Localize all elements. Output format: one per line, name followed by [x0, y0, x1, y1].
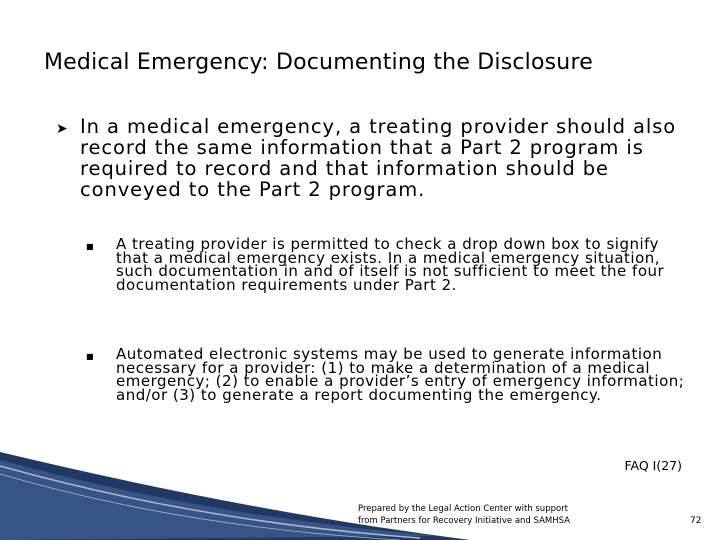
sub-bullet-text-1: A treating provider is permitted to check a drop down box to signify that a medical emergency exists. In a medical emergency situation, such documentation in and of itself is not sufficient to meet the four documentation requirements under Part 2. — [116, 235, 665, 294]
arrow-bullet-icon: ➤ — [56, 121, 68, 137]
sub-bullet-text-2: Automated electronic systems may be used to generate information necessary for a provider: (1) to make a determination of a medical emergency; (2) to enable a provider’s entry of emergency information; and/or (3) to generate a report documenting the emergency. — [116, 345, 685, 404]
footer-credit-line-1: Prepared by the Legal Action Center with support — [358, 504, 569, 514]
main-bullet-text: In a medical emergency, a treating provider should also record the same information that a Part 2 program is required to record and that information should be conveyed to the Part 2 program. — [80, 115, 677, 201]
page-number: 72 — [690, 516, 702, 526]
faq-reference: FAQ I(27) — [624, 458, 682, 473]
slide-title: Medical Emergency: Documenting the Disclosure — [44, 50, 593, 75]
footer-credit-line-2: from Partners for Recovery Initiative and SAMHSA — [358, 516, 570, 526]
square-bullet-icon: ■ — [86, 352, 94, 361]
square-bullet-icon: ■ — [86, 242, 94, 251]
footer-credit — [358, 503, 618, 527]
